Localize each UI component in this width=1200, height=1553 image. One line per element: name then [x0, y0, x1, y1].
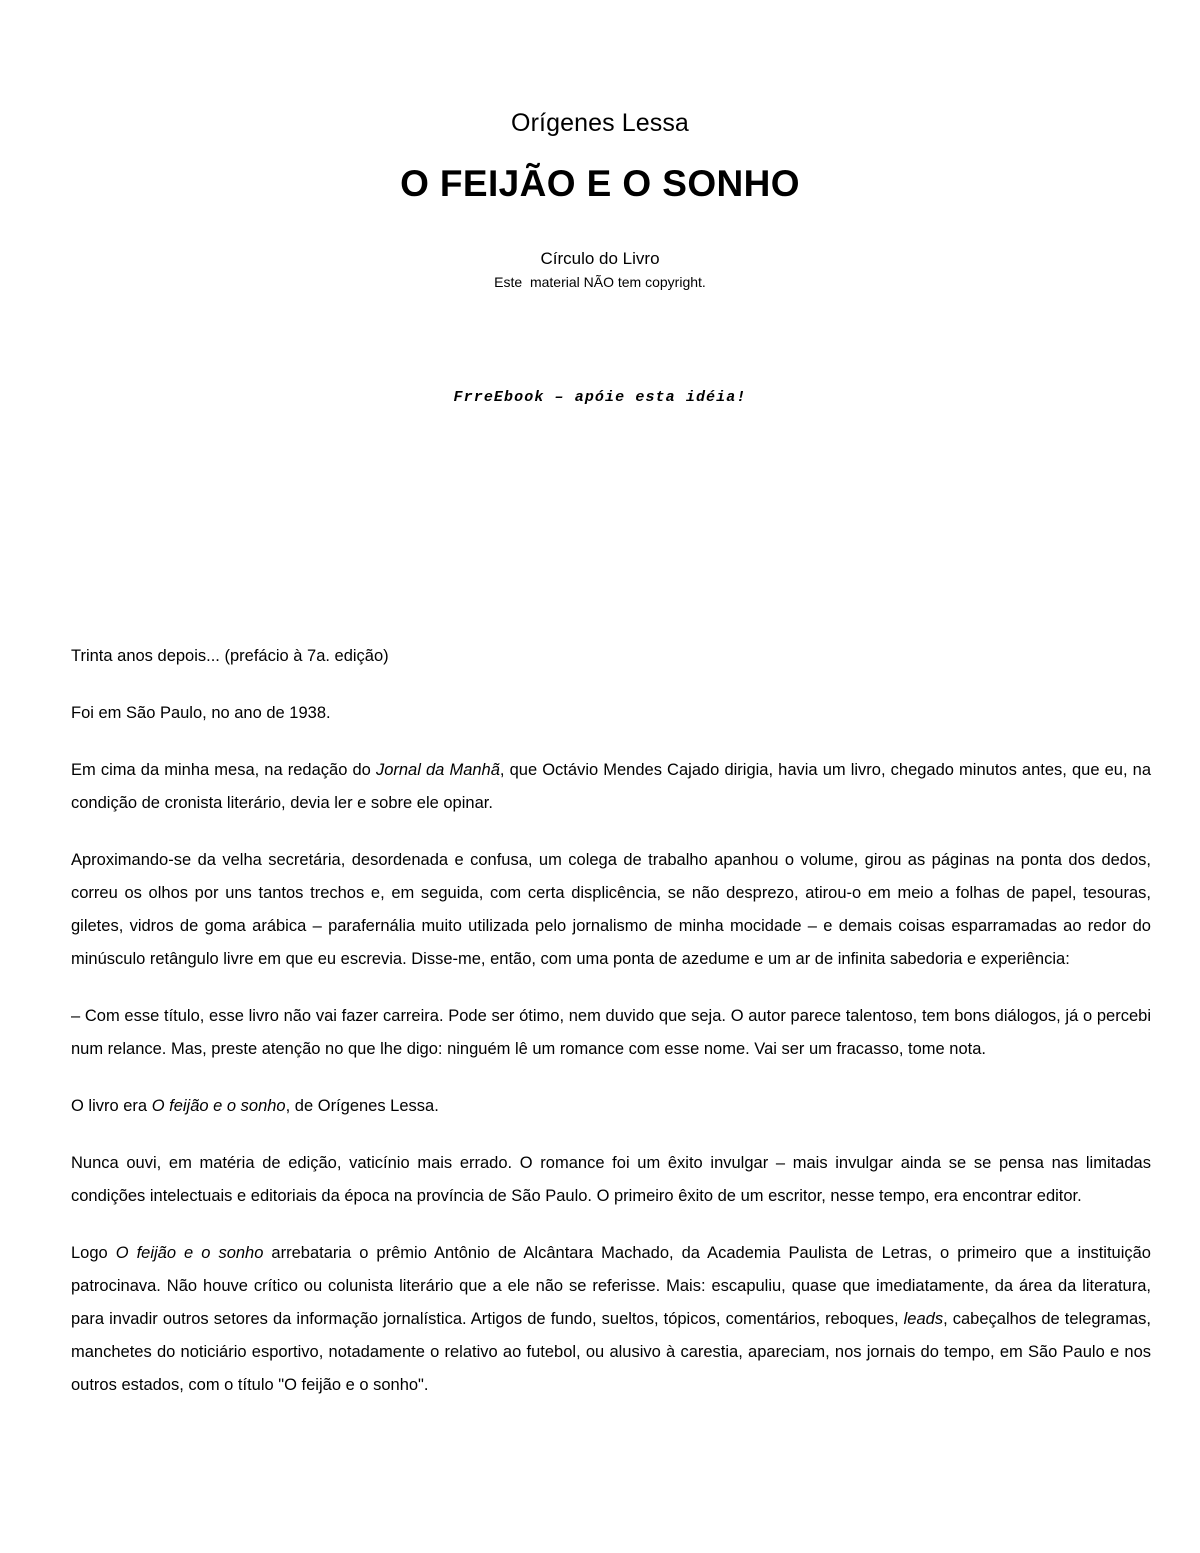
paragraph-p5: – Com esse título, esse livro não vai fazer carreira. Pode ser ótimo, nem duvido que seja. O autor parece talentoso, tem bons diálogos, já o percebi num relance. Mas, preste atenção no que lhe digo: ninguém lê um romance com esse nome. Vai ser um fracasso, tome nota. — [71, 1007, 1151, 1058]
title-block — [0, 0, 1200, 292]
italic-run: leads — [903, 1310, 944, 1328]
italic-run: O feijão e o sonho — [115, 1244, 264, 1262]
copyright-note: Este material NÃO tem copyright. — [494, 274, 706, 290]
paragraph-p7: Nunca ouvi, em matéria de edição, vaticínio mais errado. O romance foi um êxito invulgar – mais invulgar ainda se se pensa nas limitadas condições intelectuais e editoriais da época na província de São Paulo. O primeiro êxito de um escritor, nesse tempo, era encontrar editor. — [71, 1154, 1151, 1205]
publisher-name: Círculo do Livro — [540, 249, 660, 268]
italic-run: Jornal da Manhã — [375, 761, 500, 779]
paragraph-p6: O livro era O feijão e o sonho, de Orígenes Lessa. — [71, 1097, 439, 1115]
paragraph-p3: Em cima da minha mesa, na redação do Jornal da Manhã, que Octávio Mendes Cajado dirigia, havia um livro, chegado minutos antes, que eu, na condição de cronista literário, devia ler e sobre ele opinar. — [71, 761, 1151, 812]
paragraph-p8: Logo O feijão e o sonho arrebataria o prêmio Antônio de Alcântara Machado, da Academia Paulista de Letras, o primeiro que a instituição patrocinava. Não houve crítico ou colunista literário que a ele não se referisse. Mais: escapuliu, quase que imediatamente, da área da literatura, para invadir outros setores da informação jornalística. Artigos de fundo, sueltos, tópicos, comentários, reboques, leads, cabeçalhos de telegramas, manchetes do noticiário esportivo, notadamente o relativo ao futebol, ou alusivo à carestia, apareciam, nos jornais do tempo, em São Paulo e nos outros estados, com o título "O feijão e o sonho". — [71, 1244, 1151, 1394]
body-text — [71, 409, 1151, 1402]
freebook-promo-line: FrreEbook – apóie esta idéia! — [453, 389, 747, 406]
paragraph-p4: Aproximando-se da velha secretária, desordenada e confusa, um colega de trabalho apanhou o volume, girou as páginas na ponta dos dedos, correu os olhos por uns tantos trechos e, em seguida, com certa displicência, se não desprezo, atirou-o em meio a folhas de papel, tesouras, giletes, vidros de goma arábica – parafernália muito utilizada pelo jornalismo de minha mocidade – e demais coisas esparramadas ao redor do minúsculo retângulo livre em que eu escrevia. Disse-me, então, com uma ponta de azedume e um ar de infinita sabedoria e experiência: — [71, 851, 1151, 968]
paragraph-p2: Foi em São Paulo, no ano de 1938. — [71, 704, 331, 722]
author-name: Orígenes Lessa — [511, 109, 689, 137]
book-title: O FEIJÃO E O SONHO — [400, 163, 800, 204]
paragraph-p1: Trinta anos depois... (prefácio à 7a. edição) — [71, 647, 389, 665]
italic-run: O feijão e o sonho — [151, 1097, 286, 1115]
